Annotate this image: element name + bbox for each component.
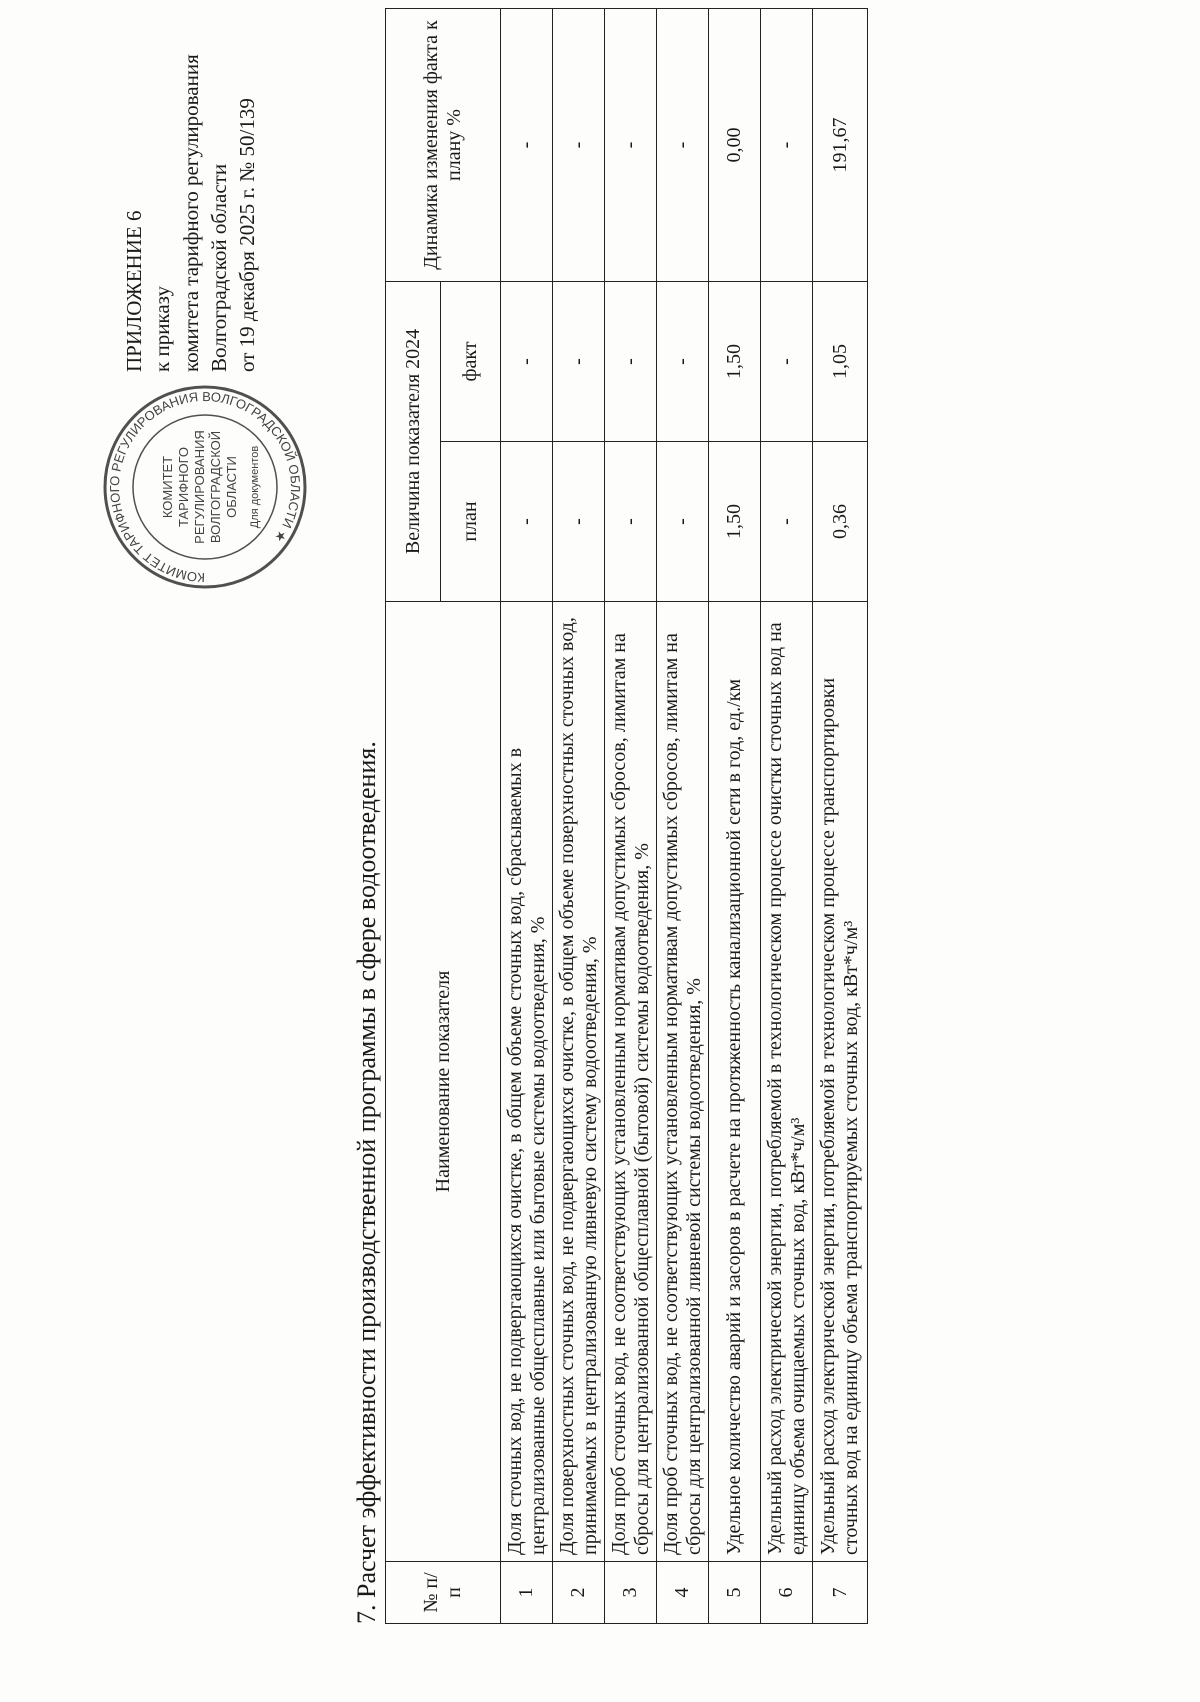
- svg-text:ТАРИФНОГО: ТАРИФНОГО: [176, 447, 191, 527]
- header-date-number: от 19 декабря 2025 г. № 50/139: [235, 98, 260, 372]
- row-number: 5: [709, 1562, 761, 1624]
- fact-value: -: [605, 281, 657, 441]
- table-row: [761, 8, 813, 1623]
- indicator-name: Удельный расход электрической энергии, потребляемой в технологическом процессе транспортировки сточных вод на единицу объема транспортируемых сточных вод, кВт*ч/м³: [813, 602, 868, 1562]
- indicator-name: Удельный расход электрической энергии, потребляемой в технологическом процессе очистки сточных вод на единицу объема очищаемых сточных вод, кВт*ч/м³: [761, 602, 813, 1562]
- row-number: 3: [605, 1562, 657, 1624]
- plan-value: -: [501, 442, 553, 602]
- dynamics-value: 191,67: [813, 8, 868, 281]
- svg-text:РЕГУЛИРОВАНИЯ: РЕГУЛИРОВАНИЯ: [192, 430, 207, 544]
- fact-value: -: [657, 281, 709, 441]
- row-number: 4: [657, 1562, 709, 1624]
- appendix-header: [120, 32, 262, 372]
- fact-value: -: [553, 281, 605, 441]
- header-line: комитета тарифного регулирования: [178, 54, 203, 372]
- fact-value: -: [501, 281, 553, 441]
- col-header-name: Наименование показателя: [386, 602, 501, 1562]
- row-number: 7: [813, 1562, 868, 1624]
- appendix-label: ПРИЛОЖЕНИЕ 6: [122, 210, 146, 372]
- table-row: [657, 8, 709, 1623]
- plan-value: 1,50: [709, 442, 761, 602]
- dynamics-value: 0,00: [709, 8, 761, 281]
- svg-text:КОМИТЕТ ТАРИФНОГО РЕГУЛИРОВАНИ: КОМИТЕТ ТАРИФНОГО РЕГУЛИРОВАНИЯ ВОЛГОГРАДСКОЙ ОБЛАСТИ ★: [106, 388, 304, 586]
- table-row: [605, 8, 657, 1623]
- official-stamp: [100, 382, 310, 592]
- dynamics-value: -: [553, 8, 605, 281]
- col-header-plan: план: [441, 442, 501, 602]
- table-row: [813, 8, 868, 1623]
- plan-value: -: [605, 442, 657, 602]
- header-line: к приказу: [150, 286, 175, 372]
- plan-value: -: [761, 442, 813, 602]
- fact-value: 1,05: [813, 281, 868, 441]
- plan-value: -: [657, 442, 709, 602]
- table-row: [709, 8, 761, 1623]
- dynamics-value: -: [501, 8, 553, 281]
- indicator-name: Доля сточных вод, не подвергающихся очистке, в общем объеме сточных вод, сбрасываемых в централизованные общесплавные или бытовые системы водоотведения, %: [501, 602, 553, 1562]
- svg-text:ВОЛГОГРАДСКОЙ: ВОЛГОГРАДСКОЙ: [208, 430, 223, 544]
- dynamics-value: -: [761, 8, 813, 281]
- col-header-dynamics: Динамика изменения факта к плану %: [386, 8, 501, 281]
- fact-value: 1,50: [709, 281, 761, 441]
- col-header-fact: факт: [441, 281, 501, 441]
- section-title: 7. Расчет эффективности производственной программы в сфере водоотведения.: [352, 741, 381, 1624]
- svg-text:Для документов: Для документов: [249, 445, 261, 529]
- indicator-name: Доля проб сточных вод, не соответствующих установленным нормативам допустимых сбросов, лимитам на сбросы для централизованной ливневой системы водоотведения, %: [657, 602, 709, 1562]
- dynamics-value: -: [605, 8, 657, 281]
- efficiency-table: [385, 8, 868, 1624]
- svg-text:КОМИТЕТ: КОМИТЕТ: [160, 455, 175, 519]
- plan-value: 0,36: [813, 442, 868, 602]
- col-header-value-group: Величина показателя 2024: [386, 281, 441, 601]
- indicator-name: Доля поверхностных сточных вод, не подвергающихся очистке, в общем объеме поверхностных сточных вод, принимаемых в централизованную ливневую систему водоотведения, %: [553, 602, 605, 1562]
- row-number: 1: [501, 1562, 553, 1624]
- svg-text:ОБЛАСТИ: ОБЛАСТИ: [224, 456, 239, 518]
- indicator-name: Доля проб сточных вод, не соответствующих установленным нормативам допустимых сбросов, лимитам на сбросы для централизованной общесплавной (бытовой) системы водоотведения, %: [605, 602, 657, 1562]
- col-header-num: № п/п: [386, 1562, 501, 1624]
- table-row: [501, 8, 553, 1623]
- indicator-name: Удельное количество аварий и засоров в расчете на протяженность канализационной сети в год, ед./км: [709, 602, 761, 1562]
- row-number: 6: [761, 1562, 813, 1624]
- dynamics-value: -: [657, 8, 709, 281]
- row-number: 2: [553, 1562, 605, 1624]
- table-row: [553, 8, 605, 1623]
- header-line: Волгоградской области: [207, 163, 232, 372]
- fact-value: -: [761, 281, 813, 441]
- plan-value: -: [553, 442, 605, 602]
